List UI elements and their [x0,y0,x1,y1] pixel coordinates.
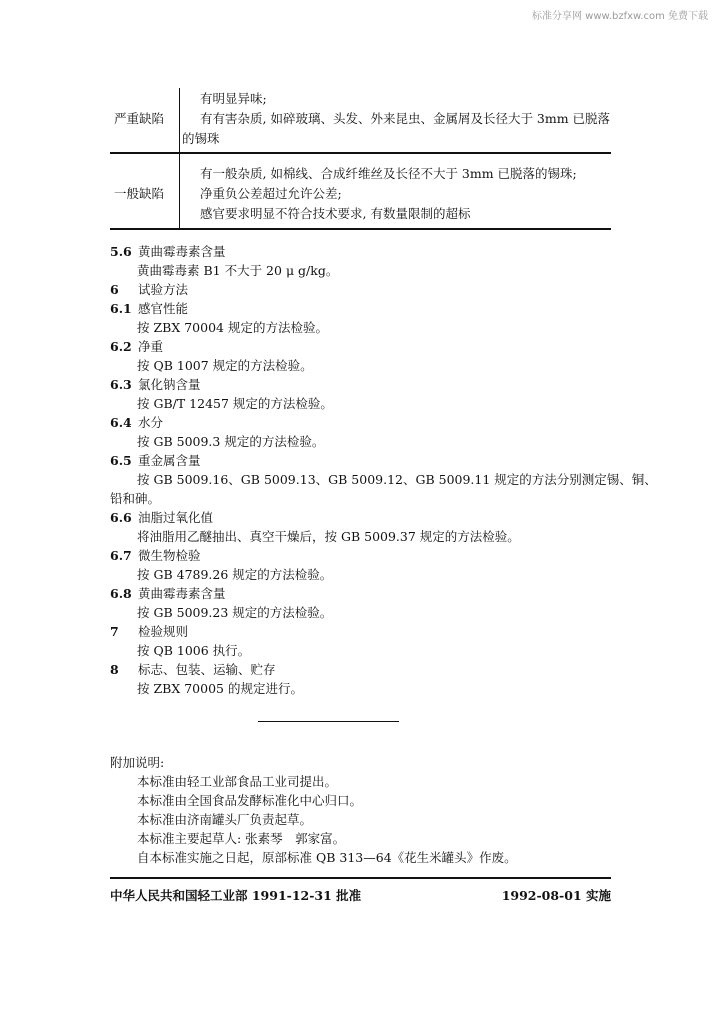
serious-defect-item: 有明显异味; [200,91,267,106]
general-defect-item: 感官要求明显不符合技术要求, 有数量限制的超标 [200,206,471,221]
section-heading: 7 检验规则 [110,624,189,639]
section-heading: 6.7 微生物检验 [110,548,201,563]
general-defect-label: 一般缺陷 [114,186,165,201]
appendix-line: 自本标准实施之日起，原部标准 QB 313—64《花生米罐头》作废。 [137,850,517,865]
general-defect-item: 净重负公差超过允许公差; [200,186,342,201]
serious-defect-item: 的锡珠 [182,131,220,146]
general-defect-item: 有一般杂质, 如棉线、合成纤维丝及长径不大于 3mm 已脱落的锡珠; [200,166,577,181]
section-body: 按 GB/T 12457 规定的方法检验。 [137,396,333,411]
section-body: 按 QB 1006 执行。 [137,643,251,658]
section-heading: 6.2 净重 [110,339,164,354]
section-body: 将油脂用乙醚抽出、真空干燥后，按 GB 5009.37 规定的方法检验。 [137,529,520,544]
appendix-line: 本标准由轻工业部食品工业司提出。 [137,774,338,789]
section-body: 按 ZBX 70005 的规定进行。 [137,681,303,696]
appendix-line: 本标准由济南罐头厂负责起草。 [137,812,313,827]
table-rule [110,228,611,230]
footer-rule [110,877,611,879]
section-heading: 6.8 黄曲霉毒素含量 [110,586,226,601]
serious-defect-item: 有有害杂质, 如碎玻璃、头发、外来昆虫、金属屑及长径大于 3mm 已脱落 [200,111,611,126]
section-body: 黄曲霉毒素 B1 不大于 20 μ g/kg。 [137,263,339,278]
section-heading: 5.6 黄曲霉毒素含量 [110,244,226,259]
appendix-line: 本标准主要起草人: 张素琴 郭家富。 [137,831,346,846]
end-rule [258,721,399,722]
section-body: 按 QB 1007 规定的方法检验。 [137,358,313,373]
section-heading: 8 标志、包装、运输、贮存 [110,662,276,677]
section-heading: 6.4 水分 [110,415,164,430]
approval-date: 中华人民共和国轻工业部 1991-12-31 批准 [110,888,362,903]
appendix-line: 本标准由全国食品发酵标准化中心归口。 [137,793,363,808]
section-heading: 6 试验方法 [110,282,189,297]
appendix-title: 附加说明: [110,755,165,770]
table-divider [179,88,180,160]
section-heading: 6.5 重金属含量 [110,453,201,468]
section-body: 按 GB 5009.3 规定的方法检验。 [137,434,325,449]
table-divider [179,160,180,230]
table-rule [110,152,611,154]
serious-defect-label: 严重缺陷 [114,111,165,126]
section-body: 按 GB 5009.16、GB 5009.13、GB 5009.12、GB 5009.11 规定的方法分别测定锡、铜、 [137,472,657,487]
section-body: 按 GB 5009.23 规定的方法检验。 [137,605,333,620]
watermark: 标准分享网 www.bzfxw.com 免费下载 [532,11,708,22]
section-body: 按 GB 4789.26 规定的方法检验。 [137,567,333,582]
section-body: 铅和砷。 [110,491,161,506]
implementation-date: 1992-08-01 实施 [501,888,611,903]
section-heading: 6.3 氯化钠含量 [110,377,201,392]
section-body: 按 ZBX 70004 规定的方法检验。 [137,320,328,335]
section-heading: 6.1 感官性能 [110,301,189,316]
section-heading: 6.6 油脂过氧化值 [110,510,214,525]
